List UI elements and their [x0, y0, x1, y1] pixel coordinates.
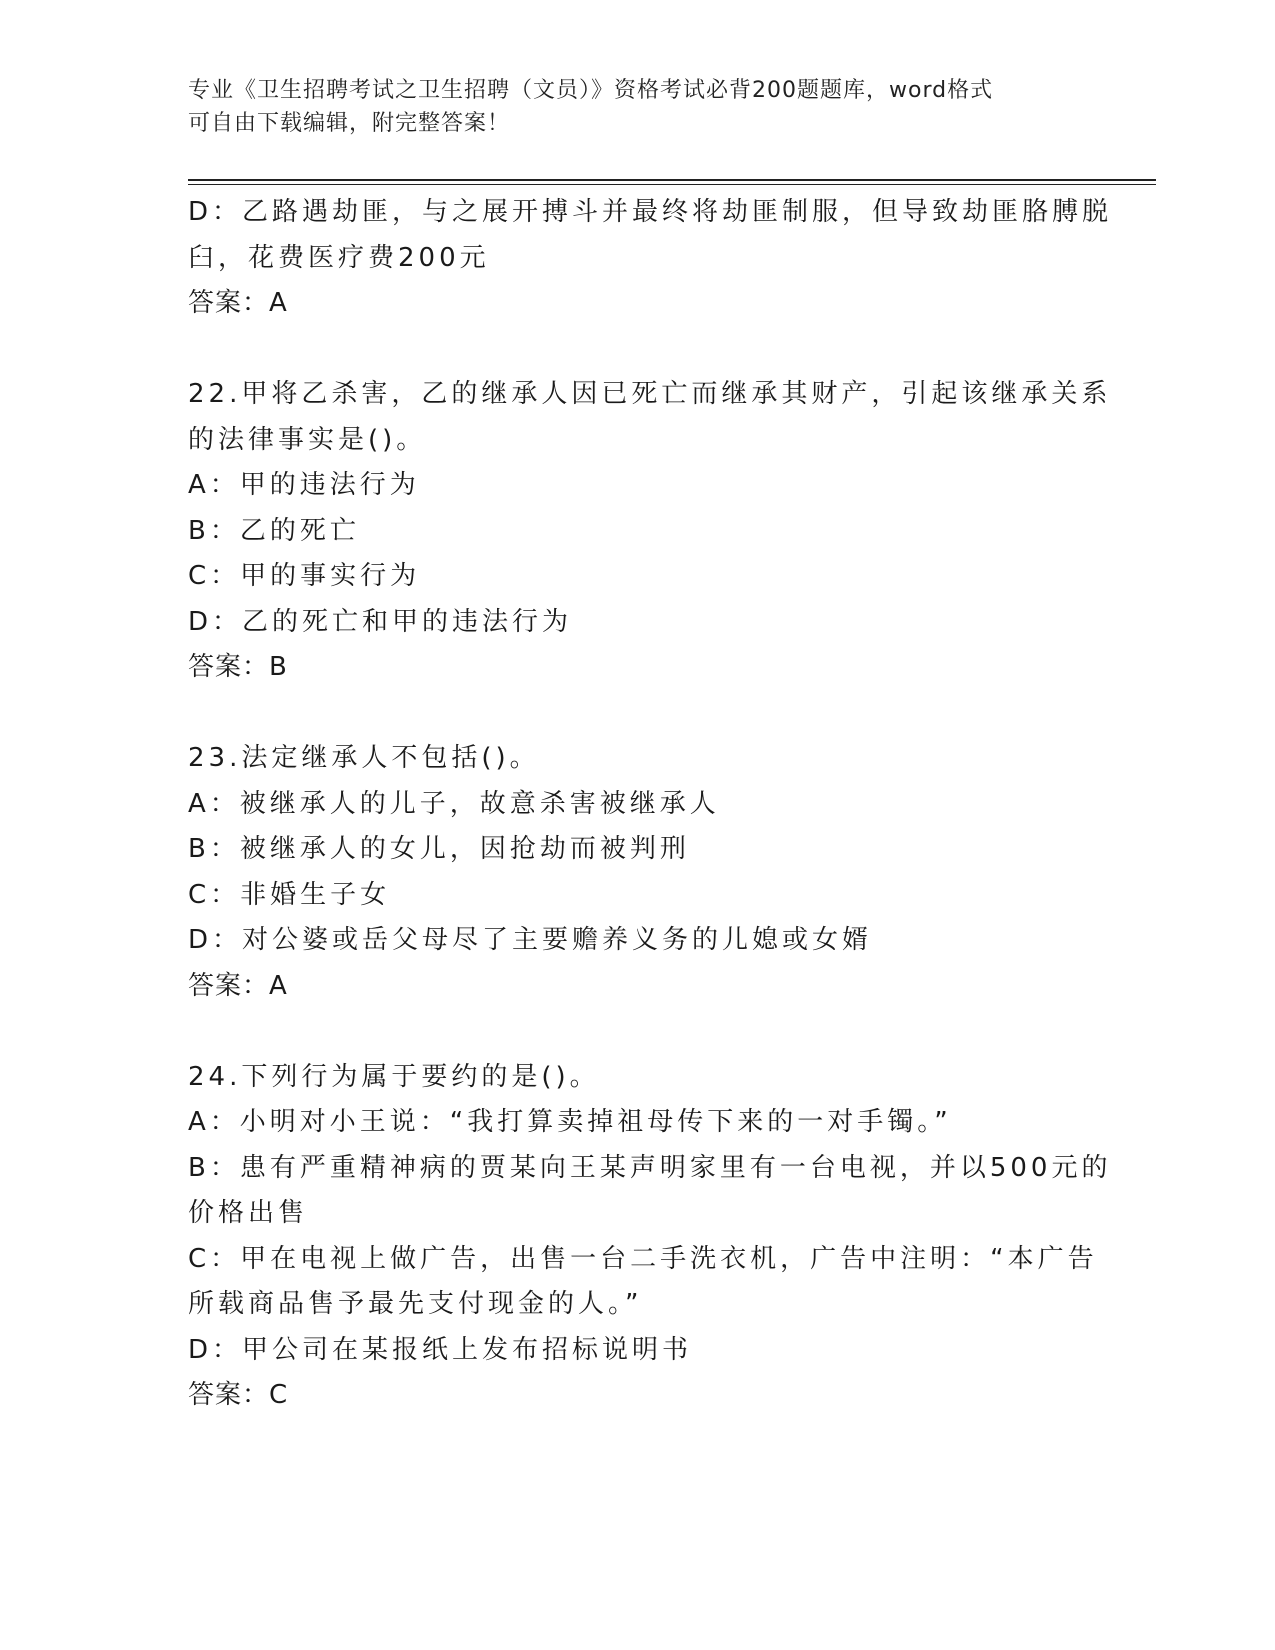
header-title-line-1: 专业《卫生招聘考试之卫生招聘（文员）》资格考试必背200题题库，word格式: [188, 78, 994, 103]
header-divider-thick: [188, 179, 1156, 181]
question-24-option-c-line-1: C：甲在电视上做广告，出售一台二手洗衣机，广告中注明：“本广告: [188, 1243, 1098, 1274]
header-title-line-2: 可自由下载编辑，附完整答案！: [188, 111, 511, 136]
question-22-option-a: A：甲的违法行为: [188, 470, 420, 500]
question-23-option-a: A：被继承人的儿子，故意杀害被继承人: [188, 788, 720, 819]
answer-21: 答案：A: [188, 288, 288, 318]
question-22-stem-line-2: 的法律事实是()。: [188, 424, 427, 455]
spacer: [188, 1009, 1088, 1055]
question-22-option-d: D：乙的死亡和甲的违法行为: [188, 606, 573, 637]
option-d-line-1: D：乙路遇劫匪，与之展开搏斗并最终将劫匪制服，但导致劫匪胳膊脱: [188, 197, 1113, 227]
question-24-stem: 24.下列行为属于要约的是()。: [188, 1061, 600, 1092]
question-22: [188, 372, 1112, 691]
option-d-line-2: 臼，花费医疗费200元: [188, 242, 490, 273]
question-list: [188, 190, 1113, 1419]
question-24-option-c-line-2: 所载商品售予最先支付现金的人。”: [188, 1289, 643, 1319]
answer-23: 答案：A: [188, 970, 288, 1001]
question-23-option-d: D：对公婆或岳父母尽了主要赡养义务的儿媳或女婿: [188, 925, 873, 955]
question-23-option-c: C：非婚生子女: [188, 879, 391, 910]
question-24-option-b-line-2: 价格出售: [188, 1198, 309, 1228]
question-22-option-c: C：甲的事实行为: [188, 561, 421, 591]
question-24-option-a: A：小明对小王说：“我打算卖掉祖母传下来的一对手镯。”: [188, 1107, 952, 1137]
question-23-option-b: B：被继承人的女儿，因抢劫而被判刑: [188, 834, 690, 864]
spacer: [188, 327, 1088, 373]
question-22-option-b: B：乙的死亡: [188, 515, 360, 546]
question-24: [188, 1055, 1112, 1419]
question-21-continuation: [188, 190, 1113, 327]
question-24-option-b-line-1: B：患有严重精神病的贾某向王某声明家里有一台电视，并以500元的: [188, 1152, 1112, 1183]
answer-22: 答案：B: [188, 652, 288, 682]
question-22-stem-line-1: 22.甲将乙杀害，乙的继承人因已死亡而继承其财产，引起该继承关系: [188, 379, 1112, 409]
header-divider-thin: [188, 184, 1156, 185]
question-23: [188, 736, 1088, 1009]
question-24-option-d: D：甲公司在某报纸上发布招标说明书: [188, 1334, 693, 1365]
question-23-stem: 23.法定继承人不包括()。: [188, 743, 540, 773]
document-header: [188, 74, 1068, 140]
answer-24: 答案：C: [188, 1380, 289, 1410]
spacer: [188, 691, 1088, 737]
